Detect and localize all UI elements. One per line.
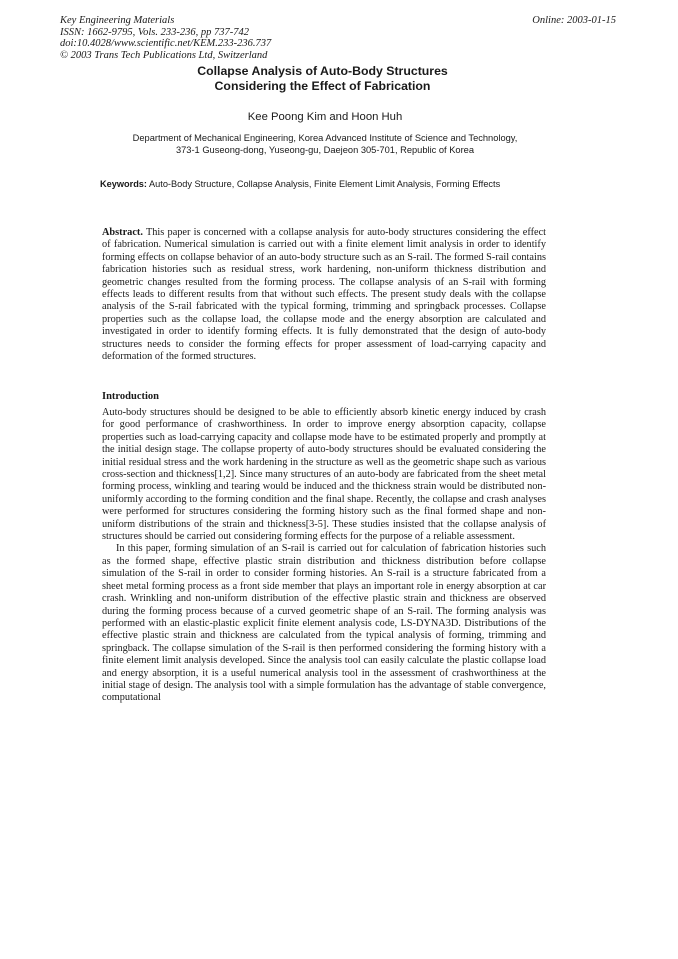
title-line: Collapse Analysis of Auto-Body Structures <box>197 64 448 78</box>
keywords <box>100 178 570 190</box>
online-date: Online: 2003-01-15 <box>532 15 616 26</box>
abstract-text: This paper is concerned with a collapse analysis for auto-body structures considering the effect of fabrication. Numerical simulation is carried out with a finite element limit analysis in order to identify forming effects on collapse behavior of an auto-body structure such as an S-rail. The formed S-rail contains fabrication histories such as residual stress, work hardening, non-uniform thickness distribution and geometric changes resulted from the forming process. The collapse analysis of an S-rail with forming effects leads to different results from that without such effects. The present study deals with the collapse analysis of the S-rail fabricated with the typical forming, trimming and springback processes. Collapse properties such as the collapse load, the collapse mode and the energy absorption are calculated and investigated in order to identify forming effects. It is fully demonstrated that the design of auto-body structures needs to consider the forming effects for proper assessment of load-carrying capacity and deformation of the formed structures. <box>102 227 547 363</box>
keywords-text: Auto-Body Structure, Collapse Analysis, Finite Element Limit Analysis, Forming Effects <box>149 179 501 189</box>
keywords-label: Keywords: <box>100 179 147 189</box>
affiliation-line: Department of Mechanical Engineering, Korea Advanced Institute of Science and Technology, <box>132 133 518 143</box>
journal-issn: ISSN: 1662-9795, Vols. 233-236, pp 737-742 <box>60 26 249 38</box>
affiliation <box>95 132 555 156</box>
authors: Kee Poong Kim and Hoon Huh <box>247 111 403 123</box>
abstract <box>102 227 546 363</box>
affiliation-line: 373-1 Guseong-dong, Yuseong-gu, Daejeon 305-701, Republic of Korea <box>175 145 475 155</box>
journal-name: Key Engineering Materials <box>60 15 175 26</box>
paragraph: Auto-body structures should be designed to be able to efficiently absorb kinetic energy induced by crash for good performance of crashworthiness. In order to improve energy absorption capacity, collapse properties such as load-carrying capacity and collapse mode have to be estimated properly and promptly at the initial design stage. The collapse property of auto-body structures should be evaluated considering the initial residual stress and the work hardening in the structure as well as the geometric shape such as various cross-section and thickness[1,2]. Since many structures of an auto-body are fabricated from the sheet metal forming process, winkling and tearing would be induced and the thickness strain would be distributed non-uniformly according to the forming condition and the final shape. Recently, the collapse and crash analyses were performed for structures considering the forming history such as the final formed shape and non-uniform distributions of the strain and thickness[3-5]. These studies insisted that the collapse analysis of structures should be carried out considering forming effects for the purpose of a reliable assessment. <box>102 407 546 543</box>
section-heading-introduction: Introduction <box>102 391 159 402</box>
journal-doi: doi:10.4028/www.scientific.net/KEM.233-236.737 <box>60 38 272 49</box>
title-line: Considering the Effect of Fabrication <box>214 78 431 93</box>
paper-title <box>120 64 525 93</box>
paragraph: In this paper, forming simulation of an S-rail is carried out for calculation of fabrication histories such as the formed shape, effective plastic strain distribution and thickness distribution before collapse simulation of the S-rail in order to consider forming histories. An S-rail is a structure fabricated from a sheet metal forming process as a front side member that plays an important role in energy absorption at car crash. Wrinkling and non-uniform distribution of the effective plastic strain and thickness are observed during the forming process because of a curved geometric shape of an S-rail. The forming analysis was performed with an elastic-plastic explicit finite element analysis code, LS-DYNA3D. Distributions of the effective plastic strain and thickness are calculated from the typical analysis of forming, trimming and springback. The collapse simulation of the S-rail is then performed considering the forming history with a finite element limit analysis developed. Since the analysis tool can easily calculate the plastic collapse load and energy absorption, it is a useful numerical analysis tool in the assessment of crashworthiness at the initial stage of design. The analysis tool with a simple formulation has the advantage of stable convergence, computational <box>102 543 546 704</box>
journal-copyright: © 2003 Trans Tech Publications Ltd, Switzerland <box>60 49 268 61</box>
abstract-label: Abstract. <box>102 227 143 238</box>
journal-info <box>60 15 420 61</box>
introduction-body <box>102 407 546 705</box>
